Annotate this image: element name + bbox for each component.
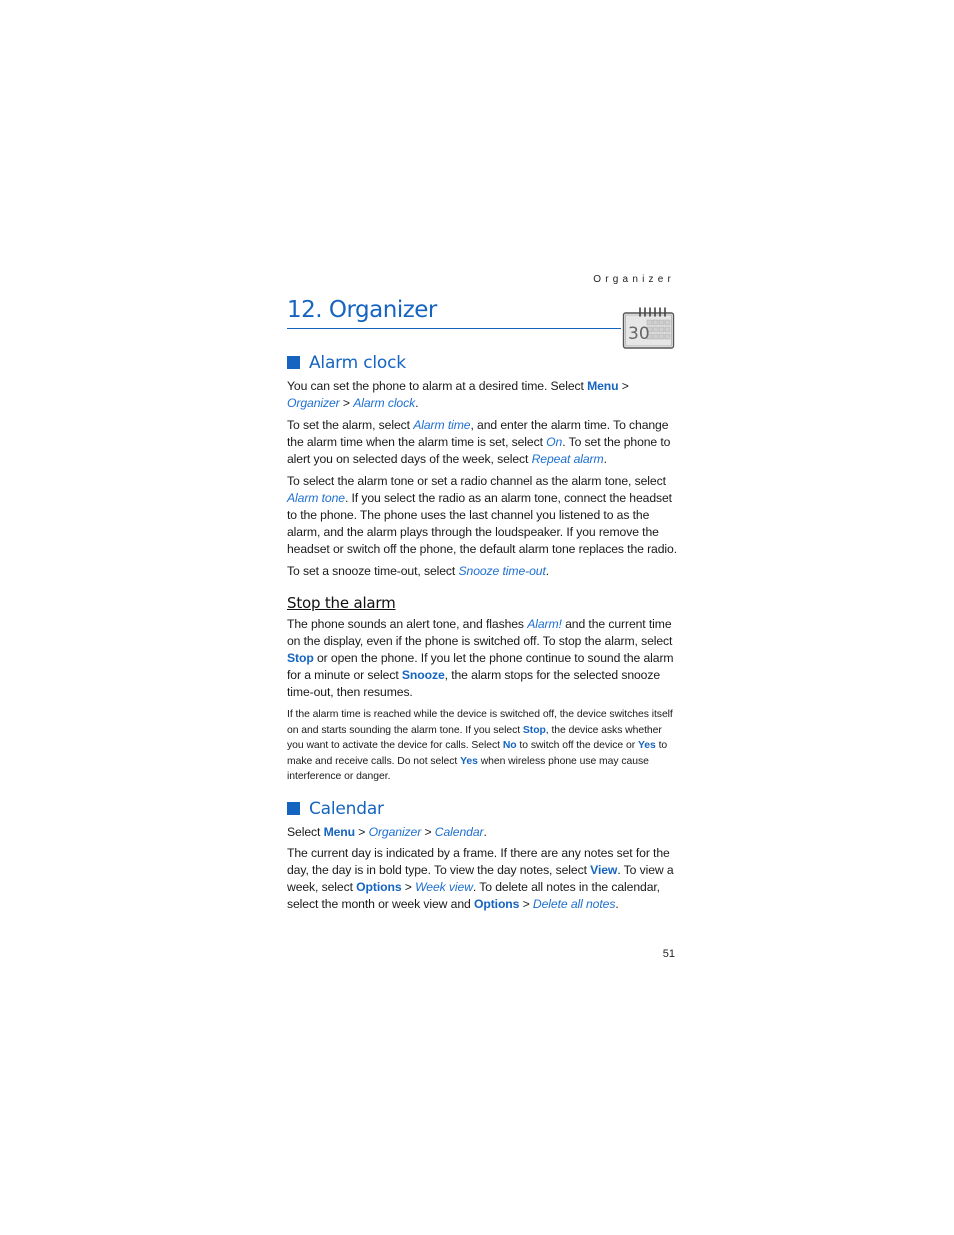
alarm-clock-tone-paragraph: To select the alarm tone or set a radio channel as the alarm tone, select Alarm tone. If you select the radio as an alarm tone, connect the headset to the phone. The phone uses the last channel you listened to as the alarm, and the alarm plays through the loudspeaker. If you remove the headset or switch off the phone, the default alarm tone replaces the radio. — [287, 474, 677, 557]
chapter-rule — [287, 328, 621, 329]
running-head: Organizer — [593, 274, 675, 285]
alarm-clock-snooze-paragraph: To set a snooze time-out, select Snooze time-out. — [287, 564, 550, 578]
stop-alarm-note: If the alarm time is reached while the device is switched off, the device switches itself on and starts sounding the alarm tone. If you select Stop, the device asks whether you want to activate the device for calls. Select No to switch off the device or Yes to make and receive calls. Do not select Yes when wireless phone use may cause interference or danger. — [287, 709, 673, 783]
section-heading-alarm-clock: Alarm clock — [287, 353, 406, 373]
stop-alarm-paragraph: The phone sounds an alert tone, and flashes Alarm! and the current time on the display, even if the phone is switched off. To stop the alarm, select Stop or open the phone. If you let the phone continue to sound the alarm for a minute or select Snooze, the alarm stops for the selected snooze time-out, then resumes. — [287, 617, 674, 700]
calendar-paragraph: The current day is indicated by a frame. If there are any notes set for the day, the day is in bold type. To view the day notes, select View. To view a week, select Options > Week view. To delete all notes in the calendar, select the month or week view and Options > Delete all notes. — [287, 846, 674, 912]
calendar-icon-label: 30 — [628, 324, 650, 344]
calendar-icon — [622, 306, 675, 350]
chapter-title: 12. Organizer — [287, 297, 437, 323]
alarm-clock-set-paragraph: To set the alarm, select Alarm time, and enter the alarm time. To change the alarm time when the alarm time is set, select On. To set the phone to alert you on selected days of the week, select Repeat alarm. — [287, 418, 671, 467]
page-number: 51 — [662, 948, 675, 960]
calendar-intro: Select Menu > Organizer > Calendar. — [287, 825, 487, 839]
subheading-stop-alarm: Stop the alarm — [287, 594, 396, 612]
section-heading-calendar: Calendar — [287, 799, 384, 819]
alarm-clock-intro: You can set the phone to alarm at a desired time. Select Menu > Organizer > Alarm clock. — [287, 379, 629, 411]
